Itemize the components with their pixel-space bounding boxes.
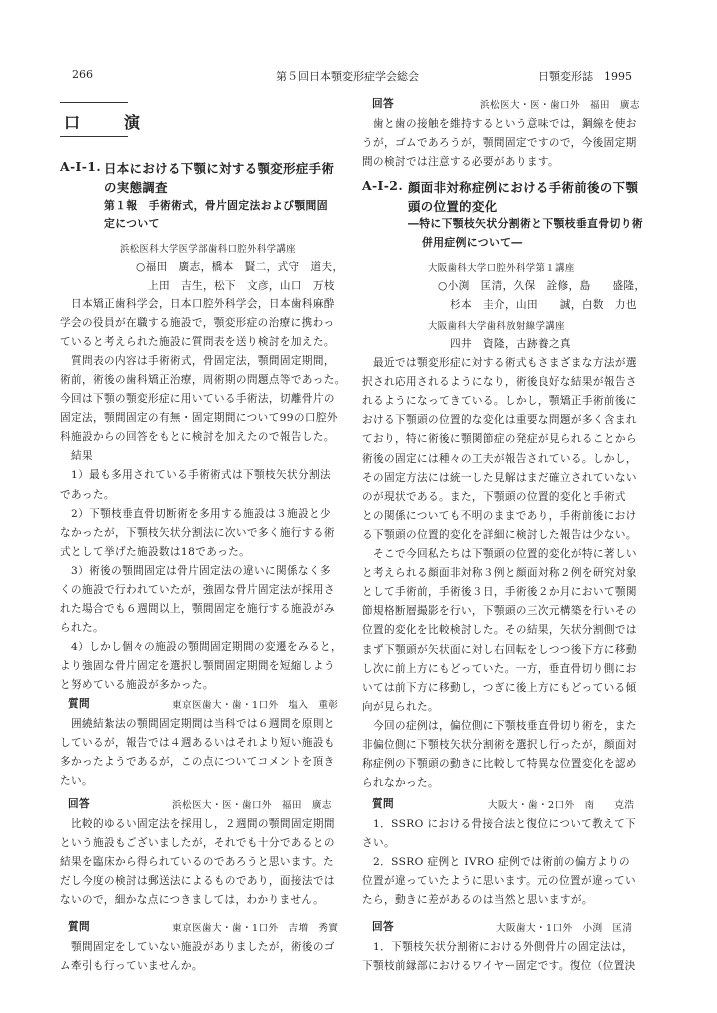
p1-q1-label: 質問 — [68, 698, 90, 710]
text-line: 今回は下顎の顎変形症に用いている手術法，切離骨片の — [60, 393, 335, 406]
paper2-authors-line3: 四井 資隆，古跡養之真 — [450, 338, 571, 350]
text-line: 向が見られた。 — [362, 700, 439, 713]
text-line: 歯と歯の接触を維持するという意味では，鋼線を使お — [362, 118, 637, 130]
text-line: 2）下顎枝垂直骨切断術を多用する施設は３施設と少 — [60, 507, 331, 520]
paper2-subtitle-line1: ―特に下顎枝矢状分割術と下顎枝垂直骨切り術 — [408, 217, 644, 230]
text-line: られた。 — [60, 621, 104, 634]
paper1-authors-line2: 上田 吉生，松下 文彦，山口 万枝 — [148, 280, 335, 292]
paper1-subtitle-line2: 定について — [104, 217, 160, 230]
text-line: 日本矯正歯科学会，日本口腔外科学会，日本歯科麻酔 — [60, 298, 335, 310]
p2-a1-label: 回答 — [372, 921, 394, 933]
p1-a1-affiliation: 浜松医大・医・歯口外 福田 廣志 — [172, 800, 332, 811]
text-line: 非偏位側に下顎枝矢状分割術を選択し行ったが，顔面対 — [362, 739, 637, 751]
text-line: まず下顎頭が矢状面に対し右回転をしつつ後下方に移動 — [362, 643, 637, 656]
text-line: 下顎枝前縁部におけるワイヤー固定です。復位（位置決 — [362, 960, 636, 972]
p1-q2-affiliation: 東京医歯大・歯・1口外 吉増 秀實 — [172, 923, 339, 934]
text-line: と努めている施設が多かった。 — [60, 679, 214, 691]
text-line: 術前，術後の歯科矯正治療，周術期の問題点等であった。 — [60, 374, 346, 387]
text-line: その固定方法には統一した見解はまだ確立されていない — [362, 471, 637, 484]
paper1-subtitle-line1: 第１報 手術術式，骨片固定法および顎間固 — [104, 199, 328, 212]
text-line: という施設もございましたが，それでも十分であるとの — [60, 837, 335, 849]
text-line: 位置的変化を比較検討した。その結果，矢状分割側では — [362, 624, 637, 637]
text-line: さい。 — [362, 837, 395, 849]
text-line: られなかった。 — [362, 777, 439, 790]
paper2-title-line2: 頭の位置的変化 — [408, 199, 498, 214]
text-line: ており，特に術後に顎関節症の発症が見られることから — [362, 433, 637, 446]
paper2-affiliation1: 大阪歯科大学口腔外科学第１講座 — [428, 263, 575, 274]
section-rule-bottom — [60, 136, 128, 137]
text-line: 今回の症例は，偏位側に下顎枝垂直骨切り術を，また — [362, 719, 637, 732]
paper1-title-line1: 日本における下顎に対する顎変形症手術 — [104, 161, 335, 176]
text-line: 結果 — [60, 450, 93, 463]
text-line: しているが，報告では４週あるいはそれより短い施設も — [60, 737, 335, 749]
text-line: おける下顎頭の位置的な変化は重要な問題が多く含まれ — [362, 414, 637, 427]
page-number: 266 — [72, 68, 93, 81]
text-line: 4）しかし個々の施設の顎間固定期間の変遷をみると， — [60, 640, 342, 653]
text-line: のが現状である。また，下顎頭の位置的変化と手術式 — [362, 490, 626, 503]
p2-a1-affiliation: 大阪歯大・1口外 小渕 匡清 — [496, 923, 633, 934]
text-line: 1．下顎枝矢状分割術における外側骨片の固定法は， — [362, 941, 633, 953]
text-line: いては前下方に移動し，つぎに後上方にもどっている傾 — [362, 681, 637, 694]
text-line: 間の検討では注意する必要があります。 — [362, 156, 560, 168]
text-line: 3）術後の顎間固定は骨片固定法の違いに関係なく多 — [60, 564, 331, 577]
text-line: 囲繞結紮法の顎間固定期間は当科では６週間を原則と — [60, 718, 335, 730]
text-line: との関係についても不明のままであり，手術前後におけ — [362, 509, 637, 522]
text-line: 最近では顎変形症に対する術式もさまざまな方法が選 — [362, 357, 637, 369]
section-title: 口 演 — [64, 113, 155, 132]
text-line: 式として挙げた施設数は18であった。 — [60, 545, 251, 558]
text-line: くの施設で行われていたが，強固な骨片固定法が採用さ — [60, 583, 335, 596]
p2-q1-label: 質問 — [372, 798, 394, 810]
text-line: れるようになってきている。しかし，顎矯正手術前後に — [362, 395, 637, 408]
text-line: であった。 — [60, 488, 115, 501]
text-line: し次に前上方にもどっていた。一方，垂直骨切り側にお — [362, 662, 637, 675]
text-line: る下顎頭の位置的変化を詳細に検討した報告は少ない。 — [362, 528, 637, 541]
paper2-number: A-I-2. — [362, 178, 404, 193]
paper2-affiliation2: 大阪歯科大学歯科放射線学講座 — [428, 321, 565, 332]
paper1-affiliation: 浜松医科大学医学部歯科口腔外科学講座 — [120, 244, 296, 255]
paper1-title-line2: の実態調査 — [104, 180, 168, 195]
text-line: 位置が違っていたように思います。元の位置が違ってい — [362, 875, 636, 887]
p1-a2-affiliation: 浜松医大・医・歯口外 福田 廣志 — [480, 100, 640, 111]
text-line: だし今度の検討は郵送法によるものであり，面接法では — [60, 875, 335, 887]
text-line: うが，ゴムであろうが，顎間固定ですので，今後固定期 — [362, 137, 637, 149]
text-line: 1）最も多用されている手術術式は下顎枝矢状分割法 — [60, 469, 331, 482]
text-line: 1．SSRO における骨接合法と復位について教えて下 — [362, 818, 637, 830]
text-line: 固定法，顎間固定の有無・固定期間について99の口腔外 — [60, 412, 338, 425]
paper2-subtitle-line2: 併用症例について― — [422, 236, 523, 249]
text-line: ム牽引も行っていませんか。 — [60, 960, 203, 972]
paper1-number: A-I-1. — [60, 159, 102, 174]
text-line: 比較的ゆるい固定法を採用し，２週間の顎間固定期間 — [60, 818, 335, 830]
paper2-authors-line2: 杉本 圭介，山田 誠，白数 力也 — [450, 299, 637, 311]
text-line: ていると考えられた施設に質問表を送り検討を加えた。 — [60, 336, 335, 349]
p2-q1-affiliation: 大阪大・歯・2口外 南 克浩 — [488, 800, 635, 811]
text-line: 節規格断層撮影を行い，下顎頭の三次元構築を行いその — [362, 605, 637, 618]
text-line: たら，動きに差があるのは当然と思いますが。 — [362, 894, 593, 906]
text-line: 択され応用されるようになり，術後良好な結果が報告さ — [362, 376, 637, 389]
text-line: 顎間固定をしていない施設がありましたが，術後のゴ — [60, 941, 335, 953]
text-line: そこで今回私たちは下顎頭の位置的変化が特に著しい — [362, 548, 637, 560]
text-line: たい。 — [60, 775, 93, 787]
text-line: れた場合でも６週間以上，顎間固定を施行する施設がみ — [60, 602, 335, 615]
text-line: 質問表の内容は手術術式，骨固定法，顎間固定期間， — [60, 355, 335, 368]
paper1-authors-line1: ○福田 廣志，橋本 賢二，式守 道夫， — [136, 261, 344, 273]
paper2-title-line1: 顔面非対称症例における手術前後の下顎 — [408, 180, 639, 195]
text-line: なかったが，下顎枝矢状分割法に次いで多く施行する術 — [60, 526, 335, 539]
text-line: 2．SSRO 症例と IVRO 症例では術前の偏方よりの — [362, 856, 631, 868]
text-line: 科施設からの回答をもとに検討を加えたので報告した。 — [60, 431, 335, 444]
journal-name: 日顎変形誌 1995 — [538, 70, 632, 83]
paper2-authors-line1: ○小渕 匡清，久保 詮修，島 盛隆， — [438, 280, 646, 292]
text-line: として手術前，手術後３日，手術後２か月において顎関 — [362, 586, 637, 599]
section-rule-top — [60, 102, 128, 103]
text-line: と考えられる顔面非対称３例と顔面対称２例を研究対象 — [362, 567, 637, 580]
text-line: 術後の固定には種々の工夫が報告されている。しかし， — [362, 452, 637, 465]
text-line: 学会の役員が在職する施設で，顎変形症の治療に携わっ — [60, 317, 335, 330]
p1-q1-affiliation: 東京医歯大・歯・1口外 塩入 重彰 — [172, 700, 339, 711]
text-line: 結果を臨床から得られているのであろうと思います。た — [60, 856, 334, 868]
text-line: 称症例の下顎頭の動きに比較して特異な位置変化を認め — [362, 758, 637, 771]
p1-a2-label: 回答 — [372, 98, 394, 110]
journal-event: 第５回日本顎変形症学会総会 — [276, 70, 419, 83]
text-line: ないので，細かな点につきましては，わかりません。 — [60, 894, 325, 906]
text-line: より強固な骨片固定を選択し顎間固定期間を短縮しよう — [60, 659, 335, 672]
p1-q2-label: 質問 — [68, 921, 90, 933]
text-line: 多かったようであるが，この点についてコメントを頂き — [60, 756, 335, 768]
p1-a1-label: 回答 — [68, 798, 90, 810]
